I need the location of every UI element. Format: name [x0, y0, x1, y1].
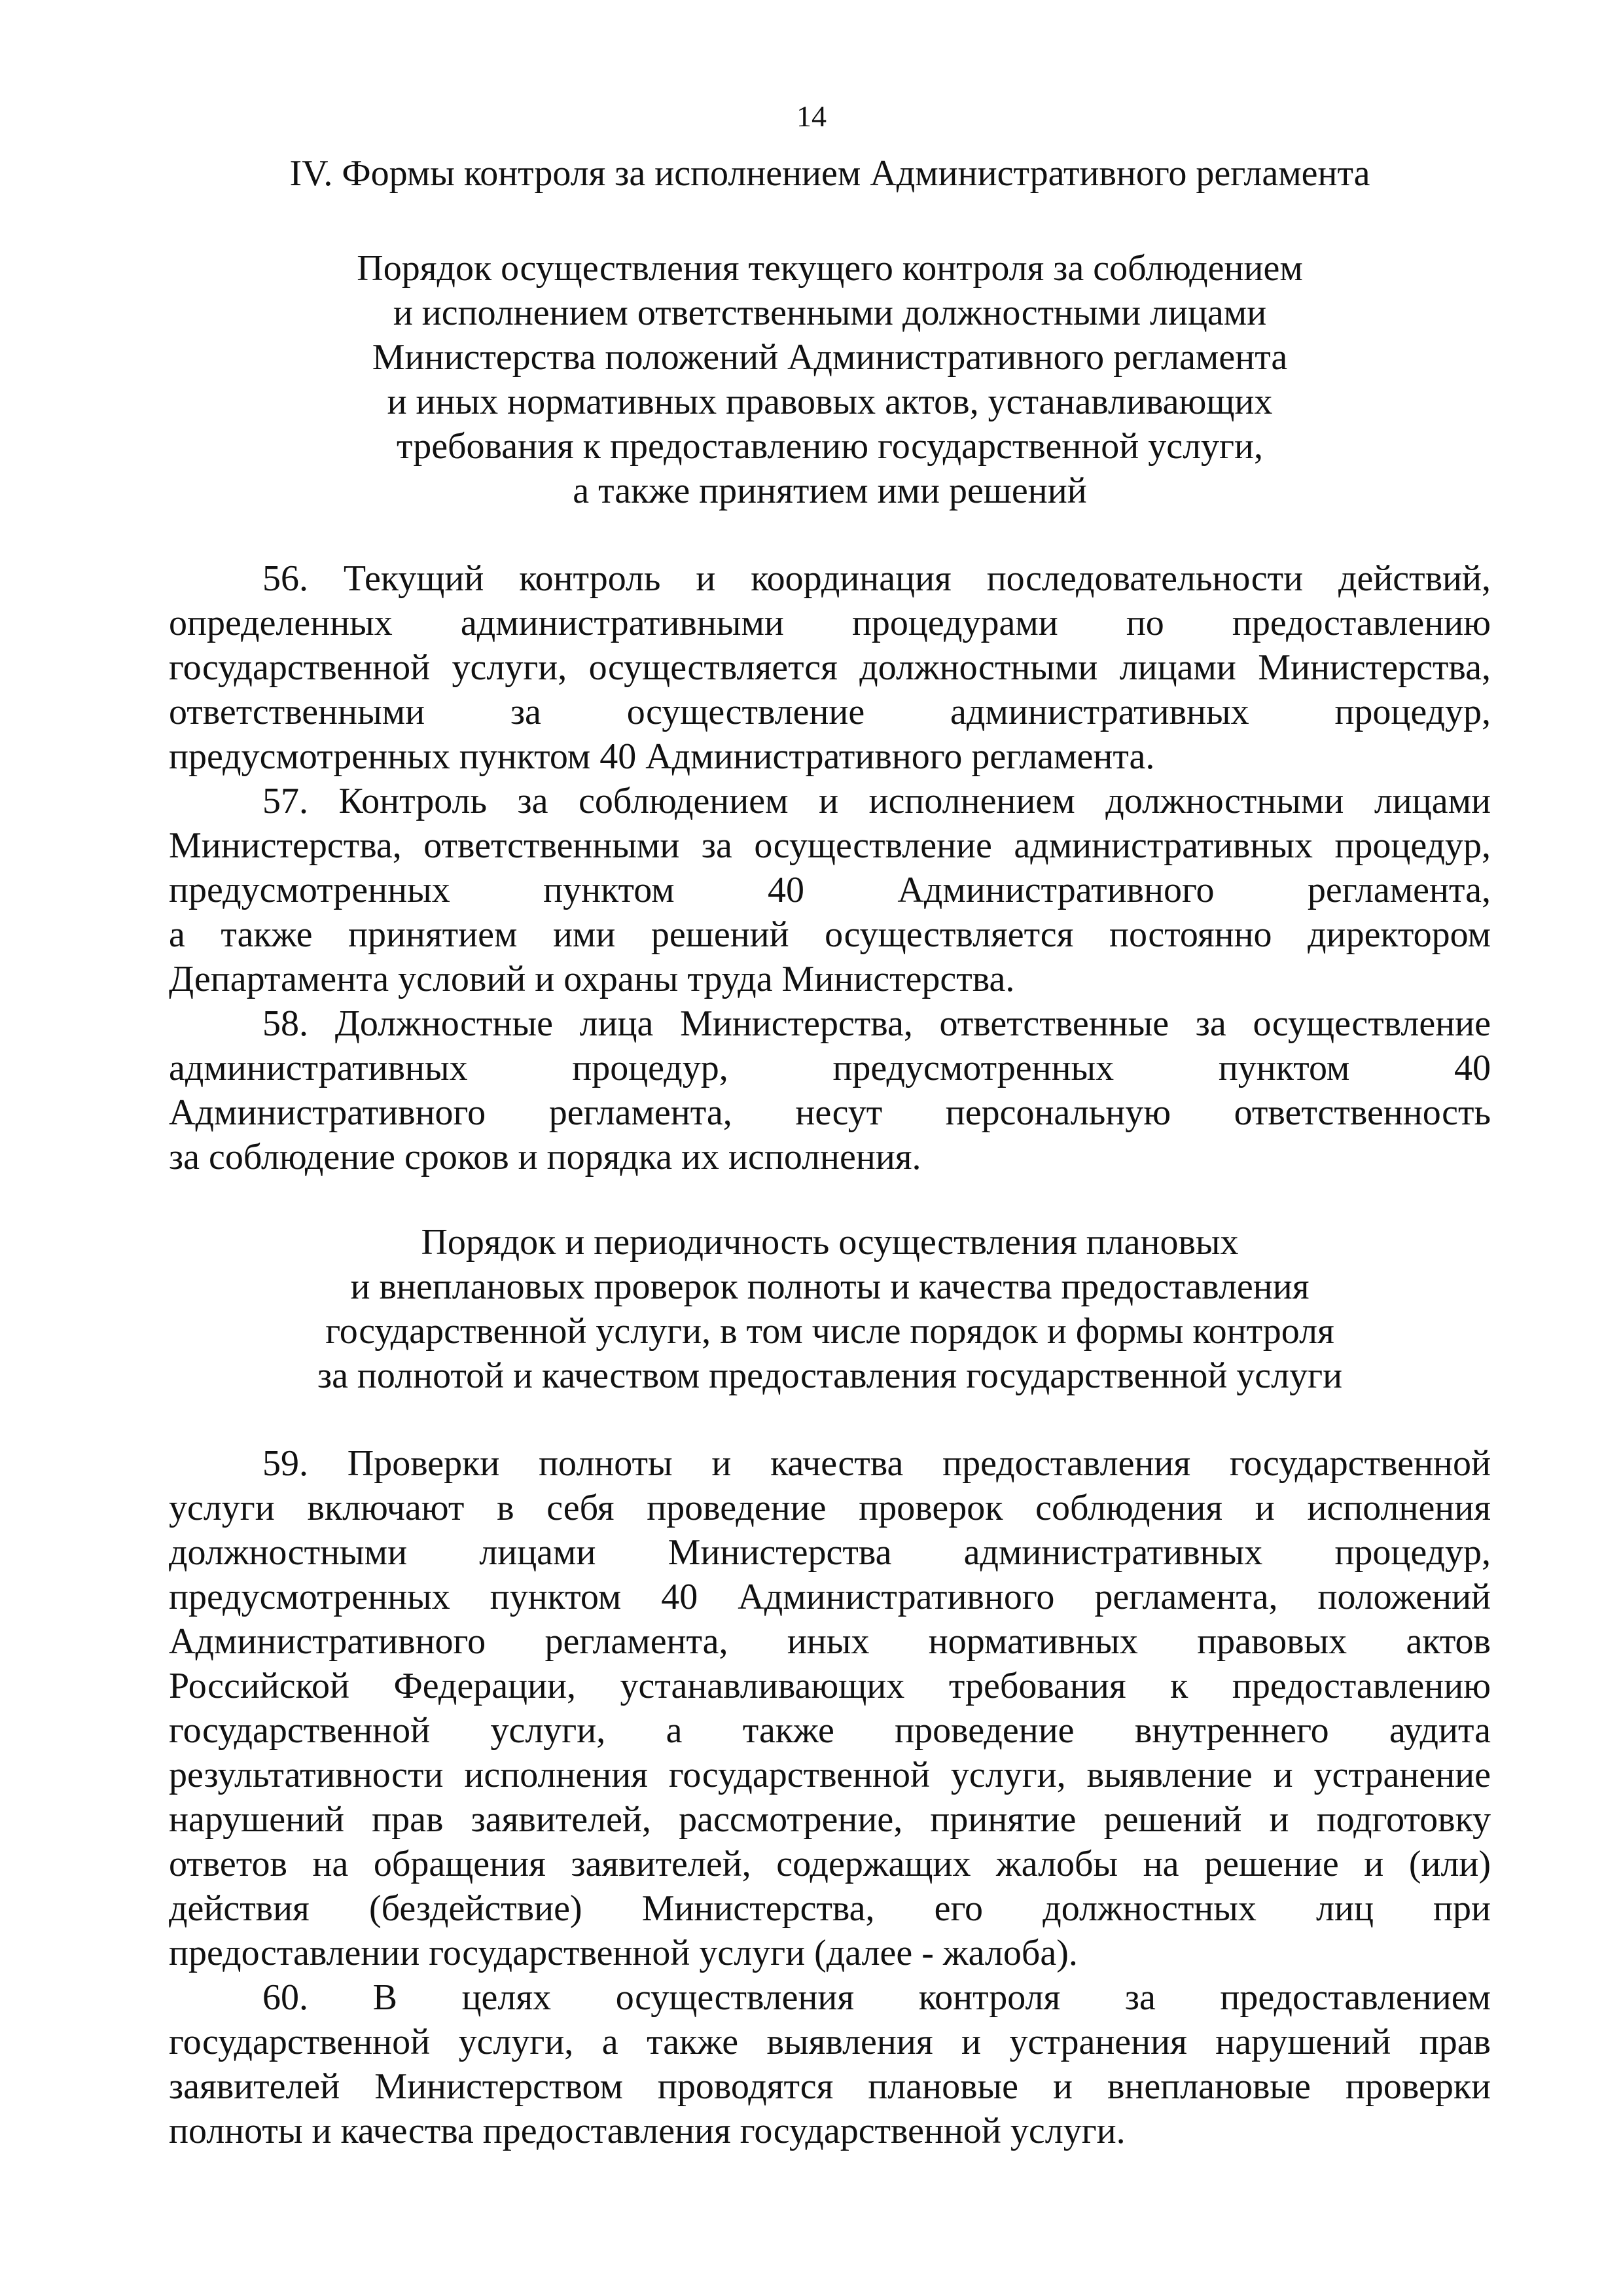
heading-line: Порядок и периодичность осуществления плановых	[421, 1222, 1239, 1263]
paragraph-line: за соблюдение сроков и порядка их исполнения.	[169, 1137, 921, 1177]
section-2-body	[169, 1441, 1491, 2153]
heading-line: за полнотой и качеством предоставления государственной услуги	[317, 1355, 1343, 1396]
paragraph-line: государственной услуги, осуществляется должностными лицами Министерства,	[169, 647, 1491, 688]
paragraph-line: нарушений прав заявителей, рассмотрение, принятие решений и подготовку	[169, 1799, 1491, 1840]
paragraph-line: услуги включают в себя проведение проверок соблюдения и исполнения	[169, 1488, 1491, 1528]
heading-line: требования к предоставлению государственной услуги,	[397, 426, 1263, 467]
paragraph-line: предусмотренных пунктом 40 Административного регламента.	[169, 736, 1155, 777]
chapter-title: IV. Формы контроля за исполнением Административного регламента	[289, 153, 1370, 194]
heading-line: и исполнением ответственными должностными лицами	[393, 293, 1267, 333]
paragraph-line: предусмотренных пунктом 40 Административного регламента, положений	[169, 1577, 1491, 1617]
heading-line: государственной услуги, в том числе порядок и формы контроля	[325, 1311, 1334, 1352]
paragraph-line: должностными лицами Министерства административных процедур,	[169, 1532, 1491, 1573]
paragraph-59	[169, 1441, 1491, 1975]
paragraph-line: предусмотренных пунктом 40 Административного регламента,	[169, 870, 1491, 910]
paragraph-line: административных процедур, предусмотренных пунктом 40	[169, 1048, 1491, 1088]
paragraph-line: 60. В целях осуществления контроля за предоставлением	[262, 1977, 1491, 2018]
paragraph-line: Административного регламента, иных нормативных правовых актов	[169, 1621, 1491, 1662]
paragraph-line: заявителей Министерством проводятся плановые и внеплановые проверки	[169, 2066, 1491, 2107]
document-content	[169, 149, 1491, 2153]
paragraph-line: Российской Федерации, устанавливающих требования к предоставлению	[169, 1666, 1491, 1706]
paragraph-56	[169, 556, 1491, 779]
paragraph-line: определенных административными процедурами по предоставлению	[169, 603, 1491, 643]
heading-line: а также принятием ими решений	[573, 471, 1087, 511]
paragraph-line: государственной услуги, а также выявления и устранения нарушений прав	[169, 2022, 1491, 2062]
paragraph-line: 56. Текущий контроль и координация последовательности действий,	[262, 558, 1491, 599]
paragraph-line: полноты и качества предоставления государственной услуги.	[169, 2111, 1126, 2151]
page-number: 14	[796, 99, 827, 133]
paragraph-line: результативности исполнения государственной услуги, выявление и устранение	[169, 1755, 1491, 1795]
paragraph-line: Министерства, ответственными за осуществление административных процедур,	[169, 825, 1491, 866]
heading-line: и внеплановых проверок полноты и качества предоставления	[350, 1266, 1310, 1307]
paragraph-line: ответственными за осуществление административных процедур,	[169, 692, 1491, 732]
paragraph-58	[169, 1001, 1491, 1179]
section-1-body	[169, 556, 1491, 1179]
section-1-heading	[169, 246, 1491, 513]
heading-line: и иных нормативных правовых актов, устанавливающих	[387, 382, 1273, 422]
paragraph-line: Административного регламента, несут персональную ответственность	[169, 1092, 1491, 1133]
paragraph-line: предоставлении государственной услуги (далее - жалоба).	[169, 1933, 1078, 1973]
paragraph-line: 57. Контроль за соблюдением и исполнением должностными лицами	[262, 781, 1491, 821]
heading-line: Министерства положений Административного регламента	[372, 337, 1288, 378]
paragraph-line: ответов на обращения заявителей, содержащих жалобы на решение и (или)	[169, 1844, 1491, 1884]
heading-line: Порядок осуществления текущего контроля за соблюдением	[357, 248, 1303, 289]
paragraph-60	[169, 1975, 1491, 2153]
paragraph-line: а также принятием ими решений осуществляется постоянно директором	[169, 914, 1491, 955]
section-2-heading	[169, 1220, 1491, 1398]
paragraph-line: 59. Проверки полноты и качества предоставления государственной	[262, 1443, 1491, 1484]
paragraph-line: государственной услуги, а также проведение внутреннего аудита	[169, 1710, 1491, 1751]
paragraph-line: 58. Должностные лица Министерства, ответственные за осуществление	[262, 1003, 1491, 1044]
paragraph-line: действия (бездействие) Министерства, его должностных лиц при	[169, 1888, 1491, 1929]
paragraph-57	[169, 779, 1491, 1001]
paragraph-line: Департамента условий и охраны труда Министерства.	[169, 959, 1015, 999]
